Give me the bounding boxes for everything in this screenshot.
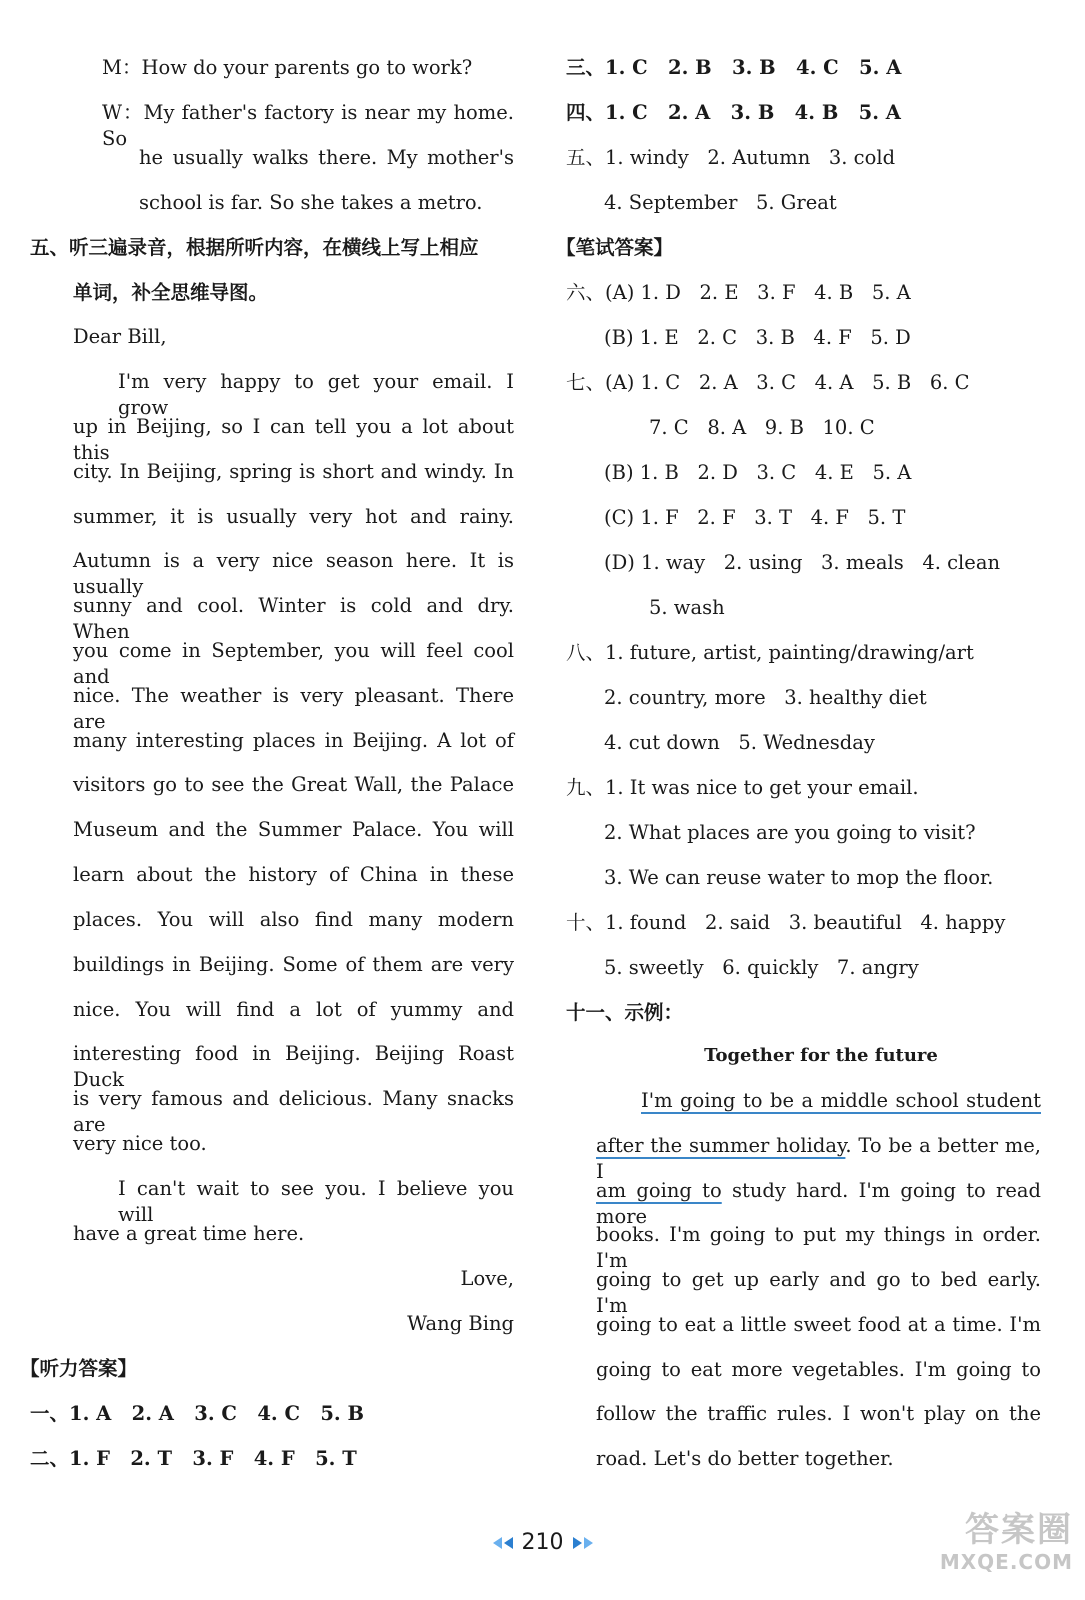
- essay-line: [641, 1088, 1041, 1114]
- answer-row-9-2: 2. What places are you going to visit?: [604, 821, 976, 844]
- dialog-w-line-3: school is far. So she takes a metro.: [139, 191, 483, 214]
- letter-paragraph-line: you come in September, you will feel cool and: [73, 639, 514, 688]
- letter-paragraph-line: Museum and the Summer Palace. You will: [73, 818, 514, 841]
- page-number: 210: [521, 1530, 564, 1555]
- answer-row-7d-1: (D) 1. way 2. using 3. meals 4. clean: [604, 551, 1001, 574]
- letter-paragraph-line: visitors go to see the Great Wall, the Palace: [73, 773, 514, 796]
- written-answers-header: 【笔试答案】: [556, 236, 674, 259]
- essay-underlined-phrase: am going to: [596, 1179, 722, 1202]
- essay-underlined-phrase: I'm going to be a middle school student: [641, 1089, 1041, 1112]
- section-5-heading-line-1: 五、听三遍录音，根据所听内容，在横线上写上相应: [30, 236, 479, 259]
- answer-row-6a: 六、(A) 1. D 2. E 3. F 4. B 5. A: [566, 281, 911, 304]
- dialog-m-line: M：How do your parents go to work?: [102, 56, 473, 79]
- letter-paragraph-line: interesting food in Beijing. Beijing Roast Duck: [73, 1042, 514, 1091]
- essay-line: going to eat more vegetables. I'm going to: [596, 1358, 1041, 1381]
- answer-row-8-1: 八、1. future, artist, painting/drawing/art: [566, 641, 974, 664]
- dialog-w-line-1: W：My father's factory is near my home. So: [102, 101, 514, 150]
- letter-paragraph-line: nice. You will find a lot of yummy and: [73, 998, 514, 1021]
- dialog-w-line-2: he usually walks there. My mother's: [139, 146, 514, 169]
- section-5-heading-line-2: 单词，补全思维导图。: [73, 281, 269, 304]
- answer-row-5-line-2: 4. September 5. Great: [604, 191, 837, 214]
- letter-paragraph-line: up in Beijing, so I can tell you a lot about this: [73, 415, 514, 464]
- answer-row-7d-2: 5. wash: [649, 596, 725, 619]
- letter-paragraph-line: nice. The weather is very pleasant. There are: [73, 684, 514, 733]
- letter-paragraph-line: is very famous and delicious. Many snacks are: [73, 1087, 514, 1136]
- answer-row-7a-2: 7. C 8. A 9. B 10. C: [649, 416, 875, 439]
- watermark-text: 答案圈: [965, 1510, 1073, 1550]
- answer-row-7a-1: 七、(A) 1. C 2. A 3. C 4. A 5. B 6. C: [566, 371, 970, 394]
- answer-row-10-1: 十、1. found 2. said 3. beautiful 4. happy: [566, 911, 1006, 934]
- essay-line: going to eat a little sweet food at a time. I'm: [596, 1313, 1041, 1336]
- prev-arrow-icon: [504, 1537, 513, 1549]
- letter-paragraph-line: learn about the history of China in these: [73, 863, 514, 886]
- essay-underlined-phrase: after the summer holiday: [596, 1134, 846, 1157]
- essay-line: follow the traffic rules. I won't play on the: [596, 1402, 1041, 1425]
- answer-row-9-1: 九、1. It was nice to get your email.: [566, 776, 919, 799]
- letter-paragraph-line: city. In Beijing, spring is short and windy. In: [73, 460, 514, 483]
- next-arrow-icon: [573, 1537, 582, 1549]
- letter-paragraph-2-line: I can't wait to see you. I believe you will: [118, 1177, 514, 1226]
- answer-row-7c: (C) 1. F 2. F 3. T 4. F 5. T: [604, 506, 906, 529]
- letter-greeting: Dear Bill,: [73, 325, 167, 348]
- letter-paragraph-line: sunny and cool. Winter is cold and dry. When: [73, 594, 514, 643]
- letter-paragraph-line: many interesting places in Beijing. A lot of: [73, 729, 514, 752]
- answer-row-10-2: 5. sweetly 6. quickly 7. angry: [604, 956, 919, 979]
- letter-paragraph-line: summer, it is usually very hot and rainy.: [73, 505, 514, 528]
- letter-signature: Wang Bing: [407, 1312, 514, 1335]
- letter-paragraph-2-line: have a great time here.: [73, 1222, 305, 1245]
- answer-row-4: 四、1. C 2. A 3. B 4. B 5. A: [566, 101, 901, 124]
- essay-line: going to get up early and go to bed early. I'm: [596, 1268, 1041, 1317]
- answer-row-8-3: 4. cut down 5. Wednesday: [604, 731, 875, 754]
- answer-row-9-3: 3. We can reuse water to mop the floor.: [604, 866, 994, 889]
- answer-row-2: 二、1. F 2. T 3. F 4. F 5. T: [30, 1447, 357, 1470]
- next-arrow-icon: [584, 1537, 593, 1549]
- watermark-url: MXQE.COM: [939, 1550, 1073, 1574]
- essay-title: Together for the future: [704, 1045, 938, 1066]
- essay-line: am going to study hard. I'm going to read more: [596, 1179, 1042, 1228]
- answer-row-7b: (B) 1. B 2. D 3. C 4. E 5. A: [604, 461, 912, 484]
- answer-row-11-label: 十一、示例：: [566, 1001, 684, 1024]
- letter-paragraph-line: places. You will also find many modern: [73, 908, 514, 931]
- answer-row-1: 一、1. A 2. A 3. C 4. C 5. B: [30, 1402, 364, 1425]
- letter-paragraph-line: very nice too.: [73, 1132, 207, 1155]
- essay-line: books. I'm going to put my things in order. I'm: [596, 1223, 1041, 1272]
- answer-row-6b: (B) 1. E 2. C 3. B 4. F 5. D: [604, 326, 911, 349]
- answer-row-5-line-1: 五、1. windy 2. Autumn 3. cold: [566, 146, 896, 169]
- answer-row-8-2: 2. country, more 3. healthy diet: [604, 686, 927, 709]
- essay-line: road. Let's do better together.: [596, 1447, 894, 1470]
- watermark-logo: [923, 1510, 1073, 1590]
- letter-paragraph-line: Autumn is a very nice season here. It is usually: [73, 549, 514, 598]
- answer-row-3: 三、1. C 2. B 3. B 4. C 5. A: [566, 56, 902, 79]
- listening-answers-header: 【听力答案】: [20, 1357, 138, 1380]
- letter-paragraph-line: buildings in Beijing. Some of them are very: [73, 953, 514, 976]
- letter-paragraph-line: I'm very happy to get your email. I grow: [118, 370, 514, 419]
- essay-line: after the summer holiday. To be a better me, I: [596, 1134, 1041, 1183]
- letter-closing: Love,: [460, 1267, 514, 1290]
- prev-arrow-icon: [493, 1537, 502, 1549]
